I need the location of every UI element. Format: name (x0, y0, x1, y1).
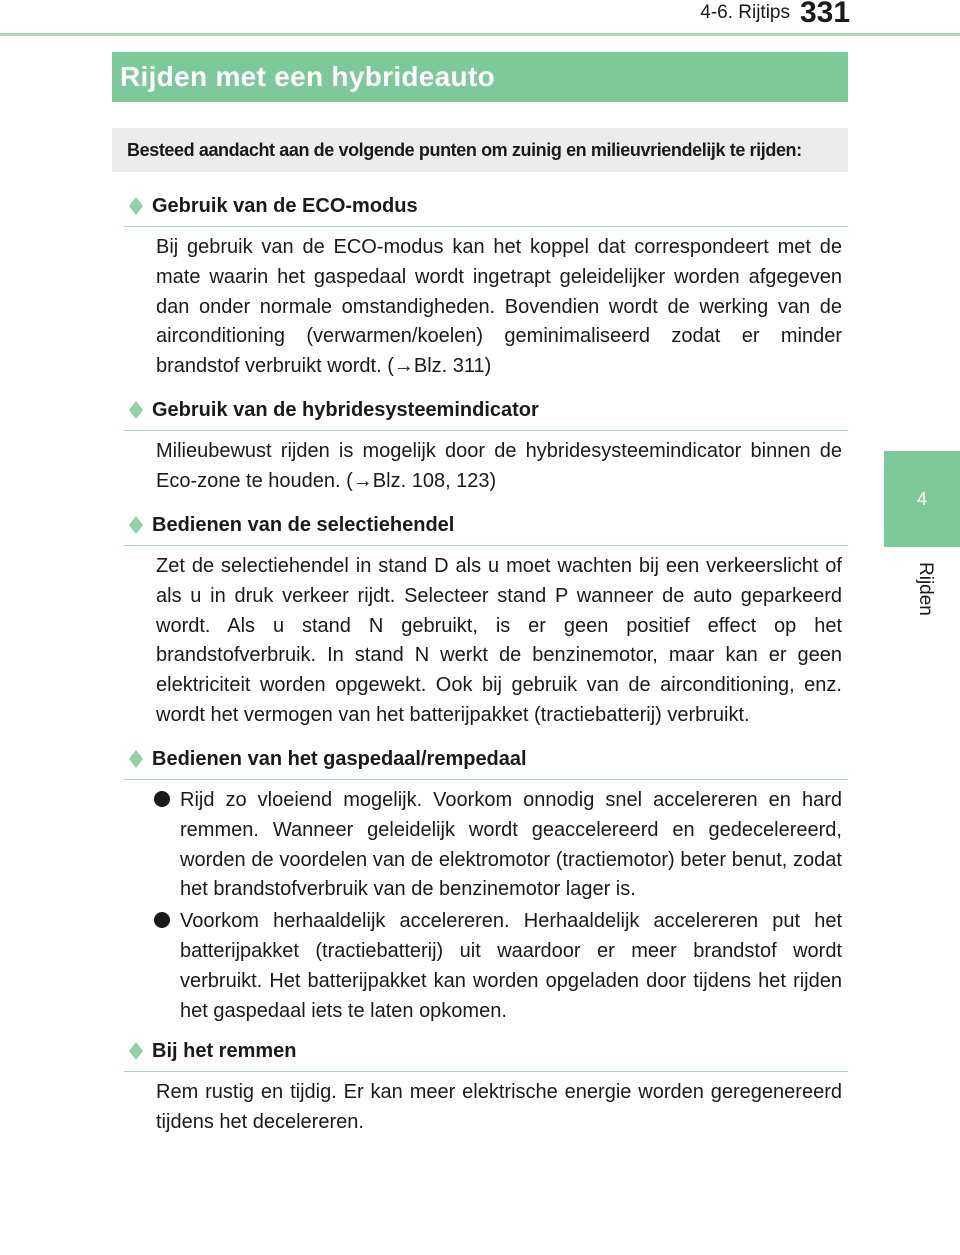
section-title: Bij het remmen (152, 1039, 297, 1062)
diamond-icon (128, 515, 144, 535)
section-heading (124, 390, 848, 431)
bullet-dot-icon (154, 791, 170, 807)
chapter-number: 4 (916, 488, 927, 509)
section-hybrid-indicator (124, 390, 848, 497)
diamond-icon (128, 1041, 144, 1061)
section-braking (124, 1031, 848, 1138)
chapter-tab (884, 451, 960, 547)
header-rule (0, 33, 960, 36)
bullet-text: Voorkom herhaaldelijk accelereren. Herhaaldelijk accelereren put het batterijpakket (tractiebatterij) uit waardoor er meer brandstof wordt verbruikt. Het batterijpakket kan worden opgeladen door tijdens het rijden het gaspedaal iets te laten opkomen. (180, 910, 842, 1022)
section-eco-mode (124, 186, 848, 382)
bullet-text: Rijd zo vloeiend mogelijk. Voorkom onnodig snel accelereren en hard remmen. Wanneer geleidelijk wordt geaccelereerd en gedecelereerd, worden de voordelen van de elektromotor (tractiemotor) beter benut, zodat het brandstofverbruik van de benzinemotor lager is. (180, 789, 842, 901)
section-selector-lever (124, 505, 848, 731)
intro-box: Besteed aandacht aan de volgende punten om zuinig en milieuvriendelijk te rijden: (112, 128, 848, 172)
section-title: Gebruik van de hybridesysteemindicator (152, 398, 539, 421)
diamond-icon (128, 400, 144, 420)
section-text: Zet de selectiehendel in stand D als u moet wachten bij een verkeerslicht of als u in druk verkeer rijdt. Selecteer stand P wanneer de auto geparkeerd wordt. Als u stand N gebruikt, is er geen positief effect op het brandstofverbruik. In stand N werkt de benzinemotor, maar kan er geen elektriciteit worden opgewekt. Ook bij gebruik van de airconditioning, enz. wordt het vermogen van het batterijpakket (tractiebatterij) verbruikt. (156, 555, 842, 726)
section-title: Gebruik van de ECO-modus (152, 194, 418, 217)
section-pedals (124, 739, 848, 1026)
section-heading (124, 505, 848, 546)
diamond-icon (128, 196, 144, 216)
page-title: Rijden met een hybrideauto (112, 52, 848, 102)
section-text: Milieubewust rijden is mogelijk door de hybridesysteemindicator binnen de Eco-zone te houden. (→Blz. 108, 123) (156, 440, 842, 492)
page-number: 331 (800, 0, 851, 29)
bullet-item (180, 786, 842, 905)
section-text: Rem rustig en tijdig. Er kan meer elektrische energie worden geregenereerd tijdens het decelereren. (156, 1081, 842, 1133)
section-heading (124, 739, 848, 780)
section-title: Bedienen van het gaspedaal/rempedaal (152, 747, 527, 770)
section-title: Bedienen van de selectiehendel (152, 513, 455, 536)
bullet-item (180, 907, 842, 1026)
section-heading (124, 186, 848, 227)
section-text: Bij gebruik van de ECO-modus kan het koppel dat correspondeert met de mate waarin het gaspedaal wordt ingetrapt geleidelijker worden afgegeven dan onder normale omstandigheden. Bovendien wordt de werking van de airconditioning (verwarmen/koelen) geminimaliseerd zodat er minder brandstof verbruikt wordt. (→Blz. 311) (156, 236, 842, 378)
diamond-icon (128, 749, 144, 769)
header-section: 4-6. Rijtips (700, 2, 790, 23)
section-heading (124, 1031, 848, 1072)
chapter-label: Rijden (915, 562, 936, 616)
bullet-dot-icon (154, 912, 170, 928)
